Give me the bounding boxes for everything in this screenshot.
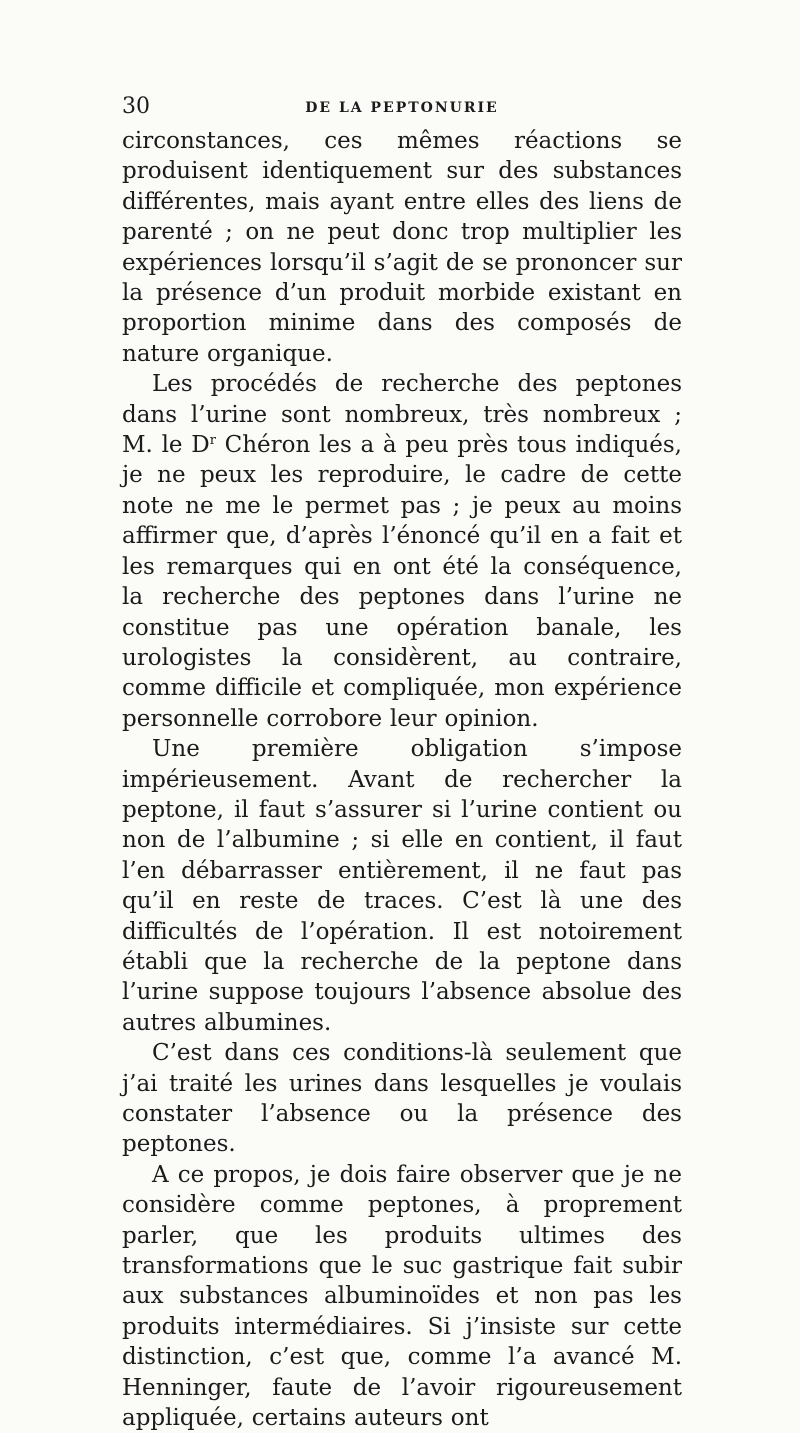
paragraph-2	[122, 369, 682, 734]
paragraph-4: C’est dans ces conditions-là seulement que j’ai traité les urines dans lesquelles je voulais constater l’absence ou la présence des peptones.	[122, 1040, 682, 1158]
page-number: 30	[122, 94, 150, 119]
paragraph-5: A ce propos, je dois faire observer que je ne considère comme peptones, à proprement parler, que les produits ultimes des transformations que le suc gastrique fait subir aux substances albuminoïdes et non pas les produits intermédiaires. Si j’insiste sur cette distinction, c’est que, comme l’a avancé M. Henninger, faute de l’avoir rigoureusement appliquée, certains auteurs ont	[122, 1161, 682, 1432]
paragraph-2-text-before: Les procédés de recherche des peptones dans l’urine sont nombreux, très nombreux ; M. le D	[122, 371, 682, 459]
paragraph-2-text-after: Chéron les a à peu près tous indiqués, je ne peux les reproduire, le cadre de cette note ne me le permet pas ; je peux au moins affirmer que, d’après l’énoncé qu’il en a fait et les remarques qui en ont été la conséquence, la recherche des peptones dans l’urine ne constitue pas une opération banale, les urologistes la considèrent, au contraire, comme difficile et compliquée, mon expérience personnelle corrobore leur opinion.	[122, 432, 682, 732]
page-body	[122, 126, 682, 1433]
paragraph-1: circonstances, ces mêmes réactions se produisent identiquement sur des substances différentes, mais ayant entre elles des liens de parenté ; on ne peut donc trop multiplier les expériences lorsqu’il s’agit de se prononcer sur la présence d’un produit morbide existant en proportion minime dans des composés de nature organique.	[122, 128, 682, 367]
doctor-abbrev-superscript: r	[209, 433, 216, 449]
paragraph-3: Une première obligation s’impose impérieusement. Avant de rechercher la peptone, il faut s’assurer si l’urine contient ou non de l’albumine ; si elle en contient, il faut l’en débarrasser entièrement, il ne faut pas qu’il en reste de traces. C’est là une des difficultés de l’opération. Il est notoirement établi que la recherche de la peptone dans l’urine suppose toujours l’absence absolue des autres albumines.	[122, 736, 682, 1036]
running-head: DE LA PEPTONURIE	[305, 100, 499, 116]
page-header	[122, 92, 682, 122]
